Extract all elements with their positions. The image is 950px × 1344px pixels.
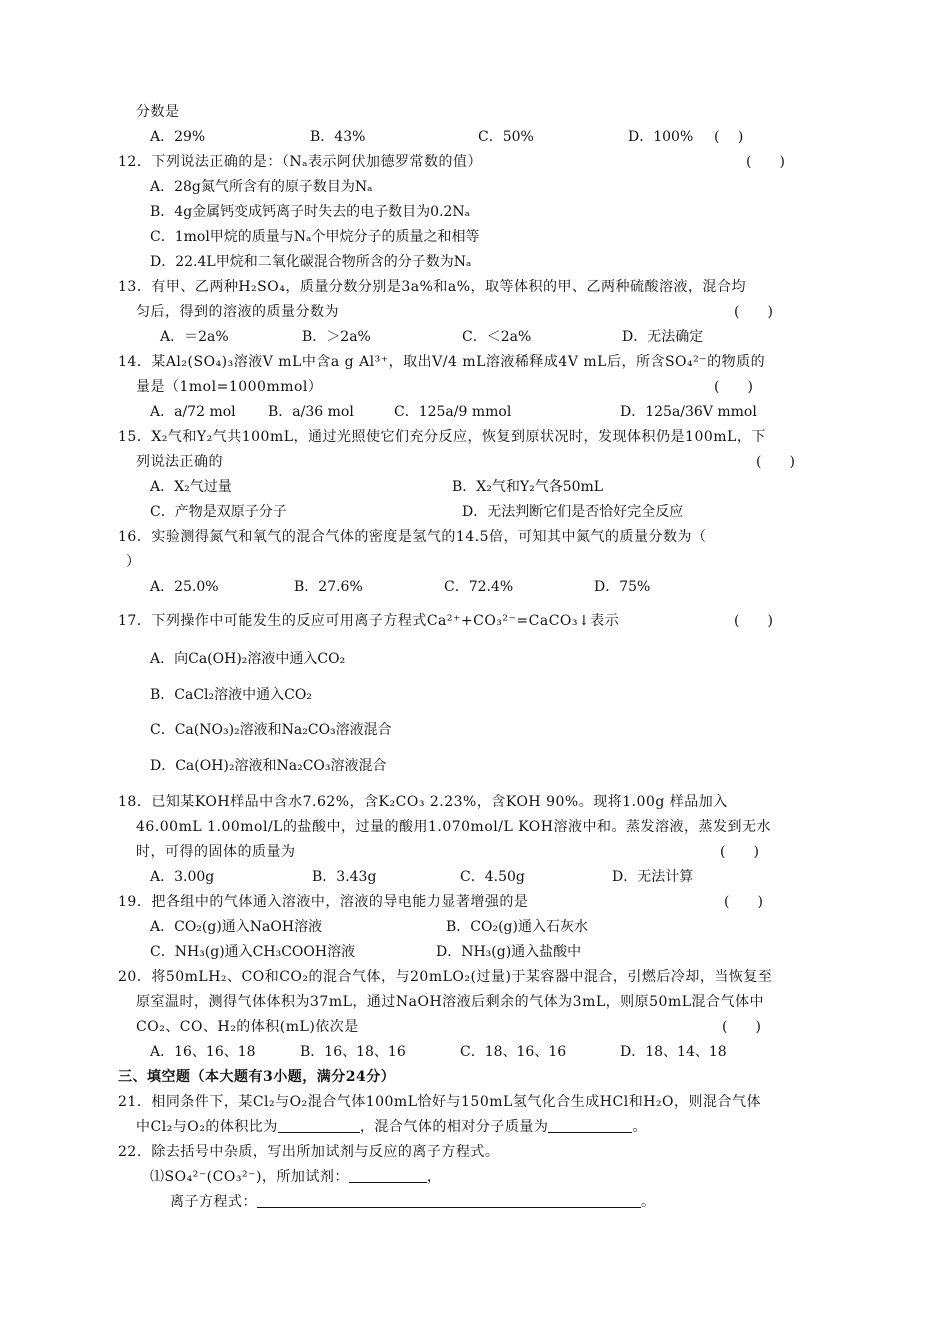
q14-stem-line1: 14．某Al₂(SO₄)₃溶液V mL中含a g Al³⁺，取出V/4 mL溶液稀释成4V mL后，所含SO₄²⁻的物质的 [118,354,766,370]
q18-answer-paren: ( ) [720,844,759,860]
q15-option-d: D．无法判断它们是否恰好完全反应 [462,504,684,520]
q18-stem-line2: 46.00mL 1.00mol/L的盐酸中，过量的酸用1.070mol/L KOH溶液中和。蒸发溶液，蒸发到无水 [136,819,771,835]
q16-stem-line2: ） [126,554,141,570]
q21-blank-ratio[interactable] [278,1118,360,1133]
q12-option-d: D．22.4L甲烷和二氧化碳混合物所含的分子数为Nₐ [150,254,472,270]
q13-answer-paren: ( ) [734,304,773,320]
q22-blank-ionic-equation[interactable] [257,1193,641,1208]
q11-option-c: C．50% [478,129,534,145]
q14-option-c: C．125a/9 mmol [394,404,512,420]
q20-stem-line1: 20．将50mLH₂、CO和CO₂的混合气体，与20mLO₂(过量)于某容器中混合，引燃后冷却，当恢复至 [118,969,773,985]
q17-option-c: C．Ca(NO₃)₂溶液和Na₂CO₃溶液混合 [150,722,392,738]
q14-stem-line2: 量是（1mol=1000mmol） [136,379,323,395]
q17-option-b: B．CaCl₂溶液中通入CO₂ [150,687,312,703]
q13-option-b: B．＞2a% [302,329,371,345]
q19-option-d: D．NH₃(g)通入盐酸中 [436,944,582,960]
q20-option-b: B．16、18、16 [300,1044,406,1060]
q12-answer-paren: ( ) [746,154,785,170]
q19-option-c: C．NH₃(g)通入CH₃COOH溶液 [150,944,356,960]
q16-option-b: B．27.6% [294,579,363,595]
q19-option-b: B．CO₂(g)通入石灰水 [446,919,588,935]
q20-answer-paren: ( ) [722,1019,761,1035]
q18-option-a: A．3.00g [150,869,215,885]
q21-stem-line1: 21．相同条件下，某Cl₂与O₂混合气体100mL恰好与150mL氢气化合生成HCl和H₂O，则混合气体 [118,1094,761,1110]
q18-option-d: D．无法计算 [612,869,694,885]
q22-blank-reagent[interactable] [349,1168,427,1183]
q21-text-b: ，混合气体的相对分子质量为 [359,1119,549,1135]
q14-answer-paren: ( ) [714,379,753,395]
q11-option-d: D．100% [628,129,694,145]
q19-option-a: A．CO₂(g)通入NaOH溶液 [150,919,323,935]
q17-stem: 17．下列操作中可能发生的反应可用离子方程式Ca²⁺+CO₃²⁻=CaCO₃↓表示 [118,613,620,629]
q15-stem-line2: 列说法正确的 [136,454,223,470]
q22-stem: 22．除去括号中杂质，写出所加试剂与反应的离子方程式。 [118,1144,500,1160]
q12-option-a: A．28g氮气所含有的原子数目为Nₐ [150,179,373,195]
q16-option-c: C．72.4% [444,579,514,595]
q13-option-d: D．无法确定 [622,329,704,345]
q18-option-c: C．4.50g [460,869,525,885]
q22-sub2-end: 。 [641,1194,656,1210]
q15-stem-line1: 15．X₂气和Y₂气共100mL，通过光照使它们充分反应，恢复到原状况时，发现体积仍是100mL，下 [118,429,766,445]
q19-stem: 19．把各组中的气体通入溶液中，溶液的导电能力显著增强的是 [118,894,529,910]
q15-option-c: C．产物是双原子分子 [150,504,287,520]
q11-option-b: B．43% [310,129,366,145]
q17-option-a: A．向Ca(OH)₂溶液中通入CO₂ [150,651,346,667]
q17-option-d: D．Ca(OH)₂溶液和Na₂CO₃溶液混合 [150,758,387,774]
section-three-title: 三、填空题（本大题有3小题，满分24分） [118,1069,396,1085]
q15-answer-paren: ( ) [756,454,795,470]
q12-option-c: C．1mol甲烷的质量与Nₐ个甲烷分子的质量之和相等 [150,229,480,245]
q19-answer-paren: ( ) [724,894,763,910]
q13-stem-line2: 匀后，得到的溶液的质量分数为 [136,304,339,320]
q14-option-b: B．a/36 mol [268,404,354,420]
q13-option-c: C．＜2a% [462,329,532,345]
q20-stem-line2: 原室温时，测得气体体积为37mL，通过NaOH溶液后剩余的气体为3mL，则原50mL混合气体中 [136,994,765,1010]
q11-option-a: A．29% [150,129,206,145]
q21-text-a: 中Cl₂与O₂的体积比为 [136,1119,278,1135]
q20-option-d: D．18、14、18 [620,1044,727,1060]
q14-option-a: A．a/72 mol [150,404,236,420]
q20-option-a: A．16、16、18 [150,1044,256,1060]
q11-answer-paren: ( ) [714,129,744,145]
q14-option-d: D．125a/36V mmol [620,404,757,420]
q12-option-b: B．4g金属钙变成钙离子时失去的电子数目为0.2Nₐ [150,204,471,220]
q18-stem-line1: 18．已知某KOH样品中含水7.62%，含K₂CO₃ 2.23%，含KOH 90%。现将1.00g 样品加入 [118,794,728,810]
q16-stem-line1: 16．实验测得氮气和氧气的混合气体的密度是氢气的14.5倍，可知其中氮气的质量分数为（ [118,529,707,545]
q16-option-a: A．25.0% [150,579,219,595]
q22-sub2 [170,1193,656,1211]
q22-sub2-text: 离子方程式： [170,1194,257,1210]
q11-stem-tail: 分数是 [136,104,180,120]
q21-stem-line2 [136,1118,647,1136]
q20-stem-line3: CO₂、CO、H₂的体积(mL)依次是 [136,1019,359,1035]
q18-option-b: B．3.43g [312,869,377,885]
q22-sub1 [150,1168,441,1186]
q22-sub1-text: ⑴SO₄²⁻(CO₃²⁻)，所加试剂： [150,1169,349,1185]
q20-option-c: C．18、16、16 [460,1044,567,1060]
q21-blank-molar-mass[interactable] [548,1118,632,1133]
q15-option-a: A．X₂气过量 [150,479,232,495]
q13-option-a: A．＝2a% [160,329,229,345]
q15-option-b: B．X₂气和Y₂气各50mL [452,479,604,495]
q17-answer-paren: ( ) [734,613,773,629]
q21-text-c: 。 [632,1119,647,1135]
q12-stem: 12．下列说法正确的是：（Nₐ表示阿伏加德罗常数的值） [118,154,482,170]
q13-stem-line1: 13．有甲、乙两种H₂SO₄，质量分数分别是3a%和a%，取等体积的甲、乙两种硫酸溶液，混合均 [118,279,747,295]
q22-sub1-comma: ， [426,1169,442,1185]
q18-stem-line3: 时，可得的固体的质量为 [136,844,296,860]
q16-option-d: D．75% [594,579,651,595]
